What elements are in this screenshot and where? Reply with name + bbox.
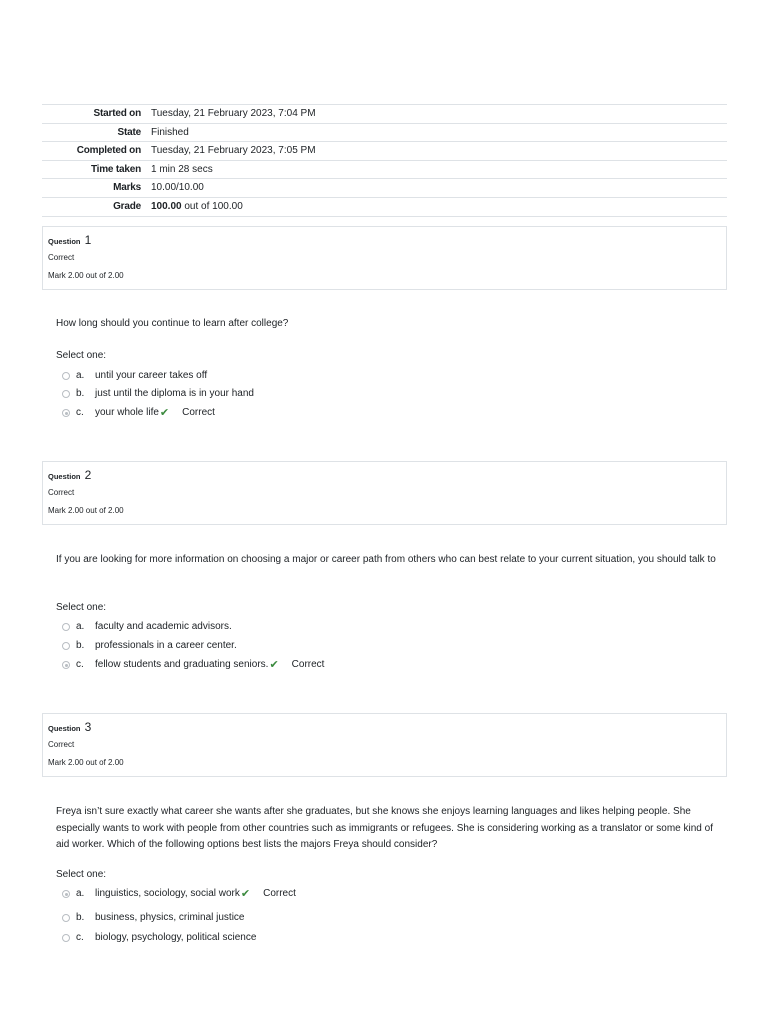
question-2-option-b[interactable] — [62, 639, 237, 653]
summary-value: Tuesday, 21 February 2023, 7:04 PM — [151, 108, 316, 119]
radio-unchecked-icon[interactable] — [62, 390, 70, 398]
grade-value: 100.00 — [151, 200, 182, 212]
option-letter: a. — [76, 621, 85, 632]
radio-unchecked-icon[interactable] — [62, 623, 70, 631]
radio-checked-icon[interactable] — [62, 890, 70, 898]
option-letter: a. — [76, 888, 85, 899]
question-mark: Mark 2.00 out of 2.00 — [48, 758, 124, 767]
question-mark: Mark 2.00 out of 2.00 — [48, 506, 124, 515]
summary-row-marks — [42, 179, 727, 198]
question-1-text: How long should you continue to learn after college? — [56, 318, 289, 329]
question-state: Correct — [48, 488, 75, 497]
feedback-correct: Correct — [263, 888, 296, 899]
question-1-option-b[interactable] — [62, 387, 254, 401]
radio-unchecked-icon[interactable] — [62, 372, 70, 380]
question-2-info — [42, 461, 727, 525]
question-number: Question 2 — [48, 468, 92, 482]
option-text: linguistics, sociology, social work — [95, 888, 240, 899]
summary-value: 10.00/10.00 — [151, 182, 204, 194]
option-letter: c. — [76, 407, 84, 418]
radio-checked-icon[interactable] — [62, 661, 70, 669]
summary-row-started-on — [42, 105, 727, 124]
summary-value: Finished — [151, 126, 189, 138]
radio-unchecked-icon[interactable] — [62, 914, 70, 922]
question-number: Question 1 — [48, 233, 92, 247]
summary-row-state — [42, 123, 727, 142]
option-letter: b. — [76, 388, 85, 399]
question-2-option-a[interactable] — [62, 620, 232, 634]
feedback-correct: Correct — [291, 659, 325, 670]
question-3-option-a[interactable] — [62, 887, 296, 901]
question-2-text: If you are looking for more information on choosing a major or career path from others who can best relate to your current situation, you should talk to — [56, 554, 716, 565]
option-letter: a. — [76, 370, 85, 381]
option-text: fellow students and graduating seniors. — [95, 659, 269, 670]
radio-checked-icon[interactable] — [62, 409, 70, 417]
feedback-correct: Correct — [182, 407, 215, 418]
option-text: until your career takes off — [95, 370, 208, 381]
check-mark-icon: ✔ — [159, 407, 170, 419]
option-letter: b. — [76, 640, 85, 651]
summary-row-time-taken — [42, 160, 727, 179]
option-letter: c. — [76, 659, 84, 670]
question-number: Question 3 — [48, 720, 92, 734]
question-state: Correct — [48, 253, 75, 262]
question-mark: Mark 2.00 out of 2.00 — [48, 271, 124, 280]
summary-label: State — [117, 126, 141, 138]
option-text: your whole life — [95, 407, 159, 418]
question-state: Correct — [48, 740, 75, 749]
option-text: faculty and academic advisors. — [95, 621, 232, 632]
option-text: biology, psychology, political science — [95, 932, 257, 943]
attempt-summary-table — [42, 104, 727, 217]
option-letter: c. — [76, 932, 84, 943]
summary-label: Time taken — [90, 163, 141, 175]
option-text: professionals in a career center. — [95, 640, 237, 651]
summary-label: Started on — [93, 108, 141, 119]
summary-value — [151, 197, 727, 216]
select-one-label: Select one: — [56, 350, 107, 361]
summary-row-grade — [42, 197, 727, 216]
summary-label: Grade — [113, 200, 141, 212]
check-mark-icon: ✔ — [269, 659, 279, 671]
summary-label: Marks — [113, 182, 141, 194]
question-2-option-c[interactable] — [62, 658, 324, 672]
question-3-option-b[interactable] — [62, 911, 245, 925]
question-3-option-c[interactable] — [62, 931, 256, 945]
summary-value: Tuesday, 21 February 2023, 7:05 PM — [151, 145, 316, 157]
option-text: business, physics, criminal justice — [95, 912, 245, 923]
question-1-option-a[interactable] — [62, 369, 207, 383]
radio-unchecked-icon[interactable] — [62, 934, 70, 942]
question-1-info — [42, 226, 727, 290]
check-mark-icon: ✔ — [240, 888, 251, 900]
option-text: just until the diploma is in your hand — [95, 388, 254, 399]
summary-row-completed-on — [42, 142, 727, 161]
summary-value: 1 min 28 secs — [151, 163, 213, 175]
summary-label: Completed on — [76, 145, 141, 157]
question-1-option-c[interactable] — [62, 406, 215, 420]
select-one-label: Select one: — [56, 869, 107, 880]
question-3-info — [42, 713, 727, 777]
select-one-label: Select one: — [56, 602, 107, 613]
option-letter: b. — [76, 912, 85, 923]
grade-out-of: out of 100.00 — [181, 200, 243, 212]
question-3-text: Freya isn’t sure exactly what career she wants after she graduates, but she knows she enjoys learning languages and likes helping people. She especially wants to work with people from other countries such as immigrants or refugees. She is considering working as a translator or some kind of aid worker. Which of the following options best lists the majors Freya should consider? — [56, 806, 713, 850]
radio-unchecked-icon[interactable] — [62, 642, 70, 650]
